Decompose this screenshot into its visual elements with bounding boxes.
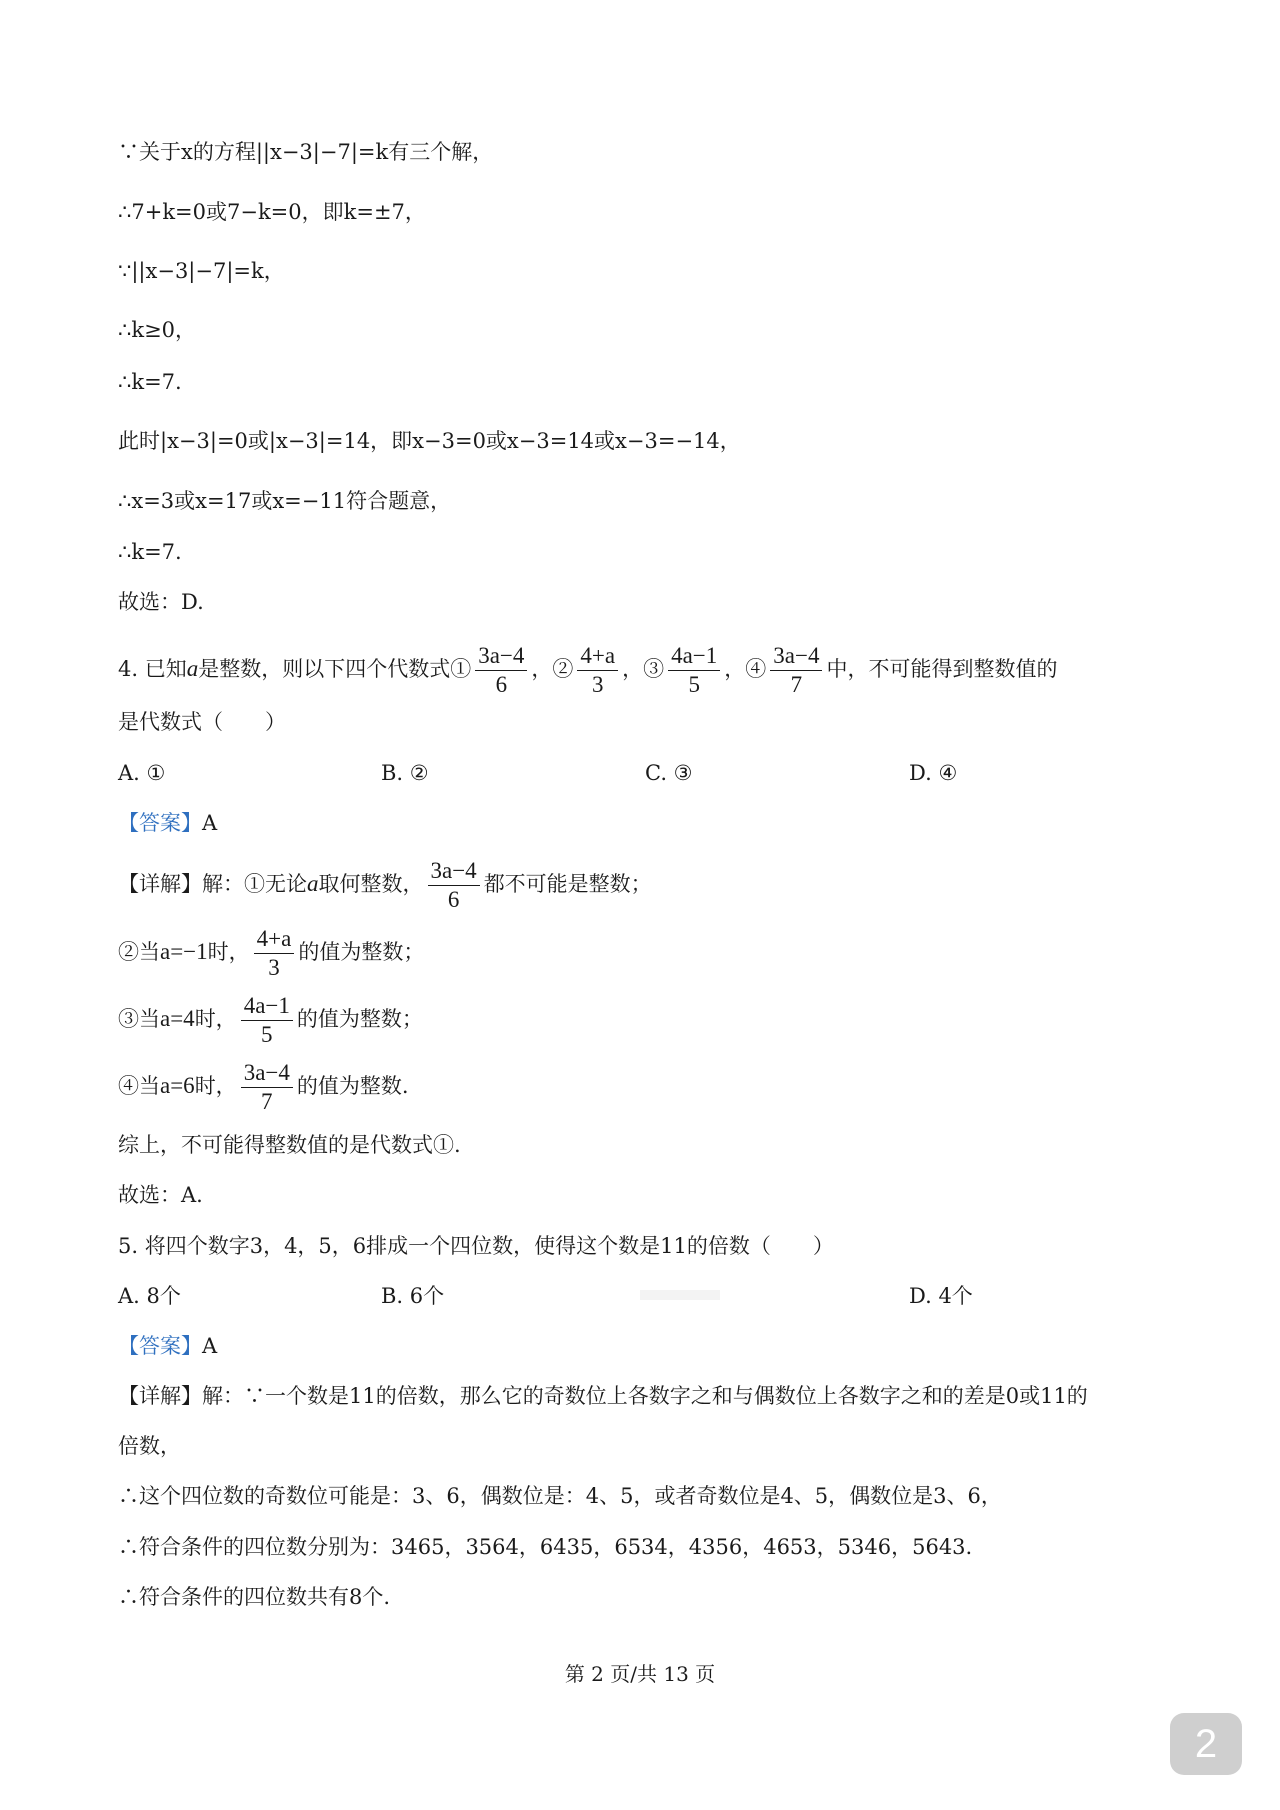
q4-stem-tail: 中，不可能得到整数值的 — [826, 657, 1058, 681]
detail-equation: a=6 — [160, 1073, 195, 1098]
solution-line-2: ∴7+k=0或7−k=0，即k=±7， — [118, 200, 426, 224]
fraction-denominator: 5 — [688, 672, 700, 697]
q4-detail-3 — [118, 992, 423, 1049]
detail-text: 都不可能是整数； — [483, 872, 652, 896]
page-footer: 第 2 页/共 13 页 — [564, 1662, 716, 1686]
fraction-denominator: 3 — [592, 672, 604, 697]
q4-fraction-1 — [475, 642, 527, 699]
q4-circle-4: ，④ — [724, 657, 767, 681]
detail-fraction — [428, 857, 480, 914]
q4-circle-2: ，② — [531, 657, 574, 681]
detail-fraction — [241, 1059, 293, 1116]
q4-option-c: C. ③ — [645, 761, 693, 785]
q5-option-b: B. 6个 — [381, 1284, 445, 1308]
page-number-badge: 2 — [1170, 1713, 1242, 1775]
fraction-numerator: 4+a — [254, 925, 295, 954]
answer-value: A — [202, 811, 218, 835]
q4-stem-line-2: 是代数式（ ） — [118, 710, 286, 734]
fraction-numerator: 3a−4 — [475, 642, 527, 671]
q4-fraction-4 — [770, 642, 822, 699]
detail-text: 时， — [194, 1007, 237, 1031]
fraction-denominator: 5 — [261, 1022, 273, 1047]
fraction-denominator: 6 — [495, 672, 508, 697]
q5-option-d: D. 4个 — [909, 1284, 973, 1308]
q5-stem: 5. 将四个数字3，4，5，6排成一个四位数，使得这个数是11的倍数（ ） — [118, 1234, 834, 1258]
detail-fraction — [241, 992, 293, 1049]
q4-option-d: D. ④ — [909, 761, 958, 785]
var-a: a — [307, 871, 319, 896]
detail-fraction — [254, 925, 295, 982]
detail-text: ③当 — [118, 1007, 160, 1031]
q4-circle-1: ① — [450, 657, 472, 681]
fraction-numerator: 3a−4 — [428, 857, 480, 886]
q4-option-a: A. ① — [118, 761, 166, 785]
q4-option-b: B. ② — [381, 761, 429, 785]
q5-answer — [118, 1331, 217, 1361]
fraction-numerator: 3a−4 — [241, 1059, 293, 1088]
fraction-numerator: 4a−1 — [241, 992, 293, 1021]
scan-smudge — [640, 1290, 720, 1300]
detail-tag: 【详解】 — [118, 872, 202, 896]
solution-line-8: ∴k=7. — [118, 540, 182, 564]
fraction-denominator: 3 — [268, 955, 280, 980]
solution-line-6: 此时|x−3|=0或|x−3|=14，即x−3=0或x−3=14或x−3=−14， — [118, 429, 741, 453]
q4-stem — [118, 642, 1057, 699]
solution-line-3: ∵||x−3|−7|=k， — [118, 259, 285, 283]
fraction-denominator: 7 — [261, 1089, 273, 1114]
detail-tag: 【详解】 — [118, 1384, 202, 1408]
q4-var-a: a — [186, 656, 199, 681]
detail-text: 时， — [194, 1074, 237, 1098]
answer-tag: 【答案】 — [118, 1334, 202, 1358]
fraction-numerator: 4a−1 — [668, 642, 720, 671]
q4-stem-text: 是整数，则以下四个代数式 — [198, 657, 451, 681]
q4-summary: 综上，不可能得整数值的是代数式①. — [118, 1133, 461, 1157]
solution-line-1: ∵关于x的方程||x−3|−7|=k有三个解， — [118, 140, 494, 164]
solution-line-7: ∴x=3或x=17或x=−11符合题意， — [118, 489, 452, 513]
q4-circle-3: ，③ — [622, 657, 665, 681]
detail-text: 取何整数， — [318, 872, 424, 896]
detail-text: 时， — [207, 940, 250, 964]
detail-text: ②当 — [118, 940, 160, 964]
detail-text: 解：∵一个数是11的倍数，那么它的奇数位上各数字之和与偶数位上各数字之和的差是0或11的 — [202, 1384, 1088, 1408]
q4-detail-4 — [118, 1059, 409, 1116]
answer-tag: 【答案】 — [118, 811, 202, 835]
answer-value: A — [202, 1334, 218, 1358]
q5-option-a: A. 8个 — [118, 1284, 181, 1308]
q5-detail-5: ∴符合条件的四位数共有8个. — [118, 1585, 391, 1609]
fraction-denominator: 6 — [447, 887, 460, 912]
solution-line-5: ∴k=7. — [118, 370, 182, 394]
detail-text: 解：①无论 — [202, 872, 307, 896]
solution-line-4: ∴k≥0， — [118, 318, 197, 342]
detail-equation: a=−1 — [160, 939, 208, 964]
q4-prefix: 4. 已知 — [118, 657, 187, 681]
detail-text: ④当 — [118, 1074, 160, 1098]
fraction-numerator: 4+a — [577, 642, 618, 671]
q4-detail-2 — [118, 925, 424, 982]
detail-text: 的值为整数； — [298, 940, 425, 964]
q5-detail-1 — [118, 1381, 1088, 1411]
q5-detail-3: ∴这个四位数的奇数位可能是：3、6，偶数位是：4、5，或者奇数位是4、5，偶数位是3、6， — [118, 1484, 1002, 1508]
detail-text: 的值为整数； — [296, 1007, 423, 1031]
q4-detail-1 — [118, 857, 652, 914]
q4-fraction-2 — [577, 642, 618, 699]
detail-equation: a=4 — [160, 1006, 195, 1031]
fraction-numerator: 3a−4 — [770, 642, 822, 671]
q5-detail-4: ∴符合条件的四位数分别为：3465，3564，6435，6534，4356，4653，5346，5643. — [118, 1535, 973, 1559]
q4-fraction-3 — [668, 642, 720, 699]
detail-text: 的值为整数. — [296, 1074, 409, 1098]
fraction-denominator: 7 — [790, 672, 803, 697]
q4-choice: 故选：A. — [118, 1183, 203, 1207]
solution-choice-d: 故选：D. — [118, 590, 204, 614]
q4-answer — [118, 808, 217, 838]
q5-detail-2: 倍数， — [118, 1434, 181, 1458]
